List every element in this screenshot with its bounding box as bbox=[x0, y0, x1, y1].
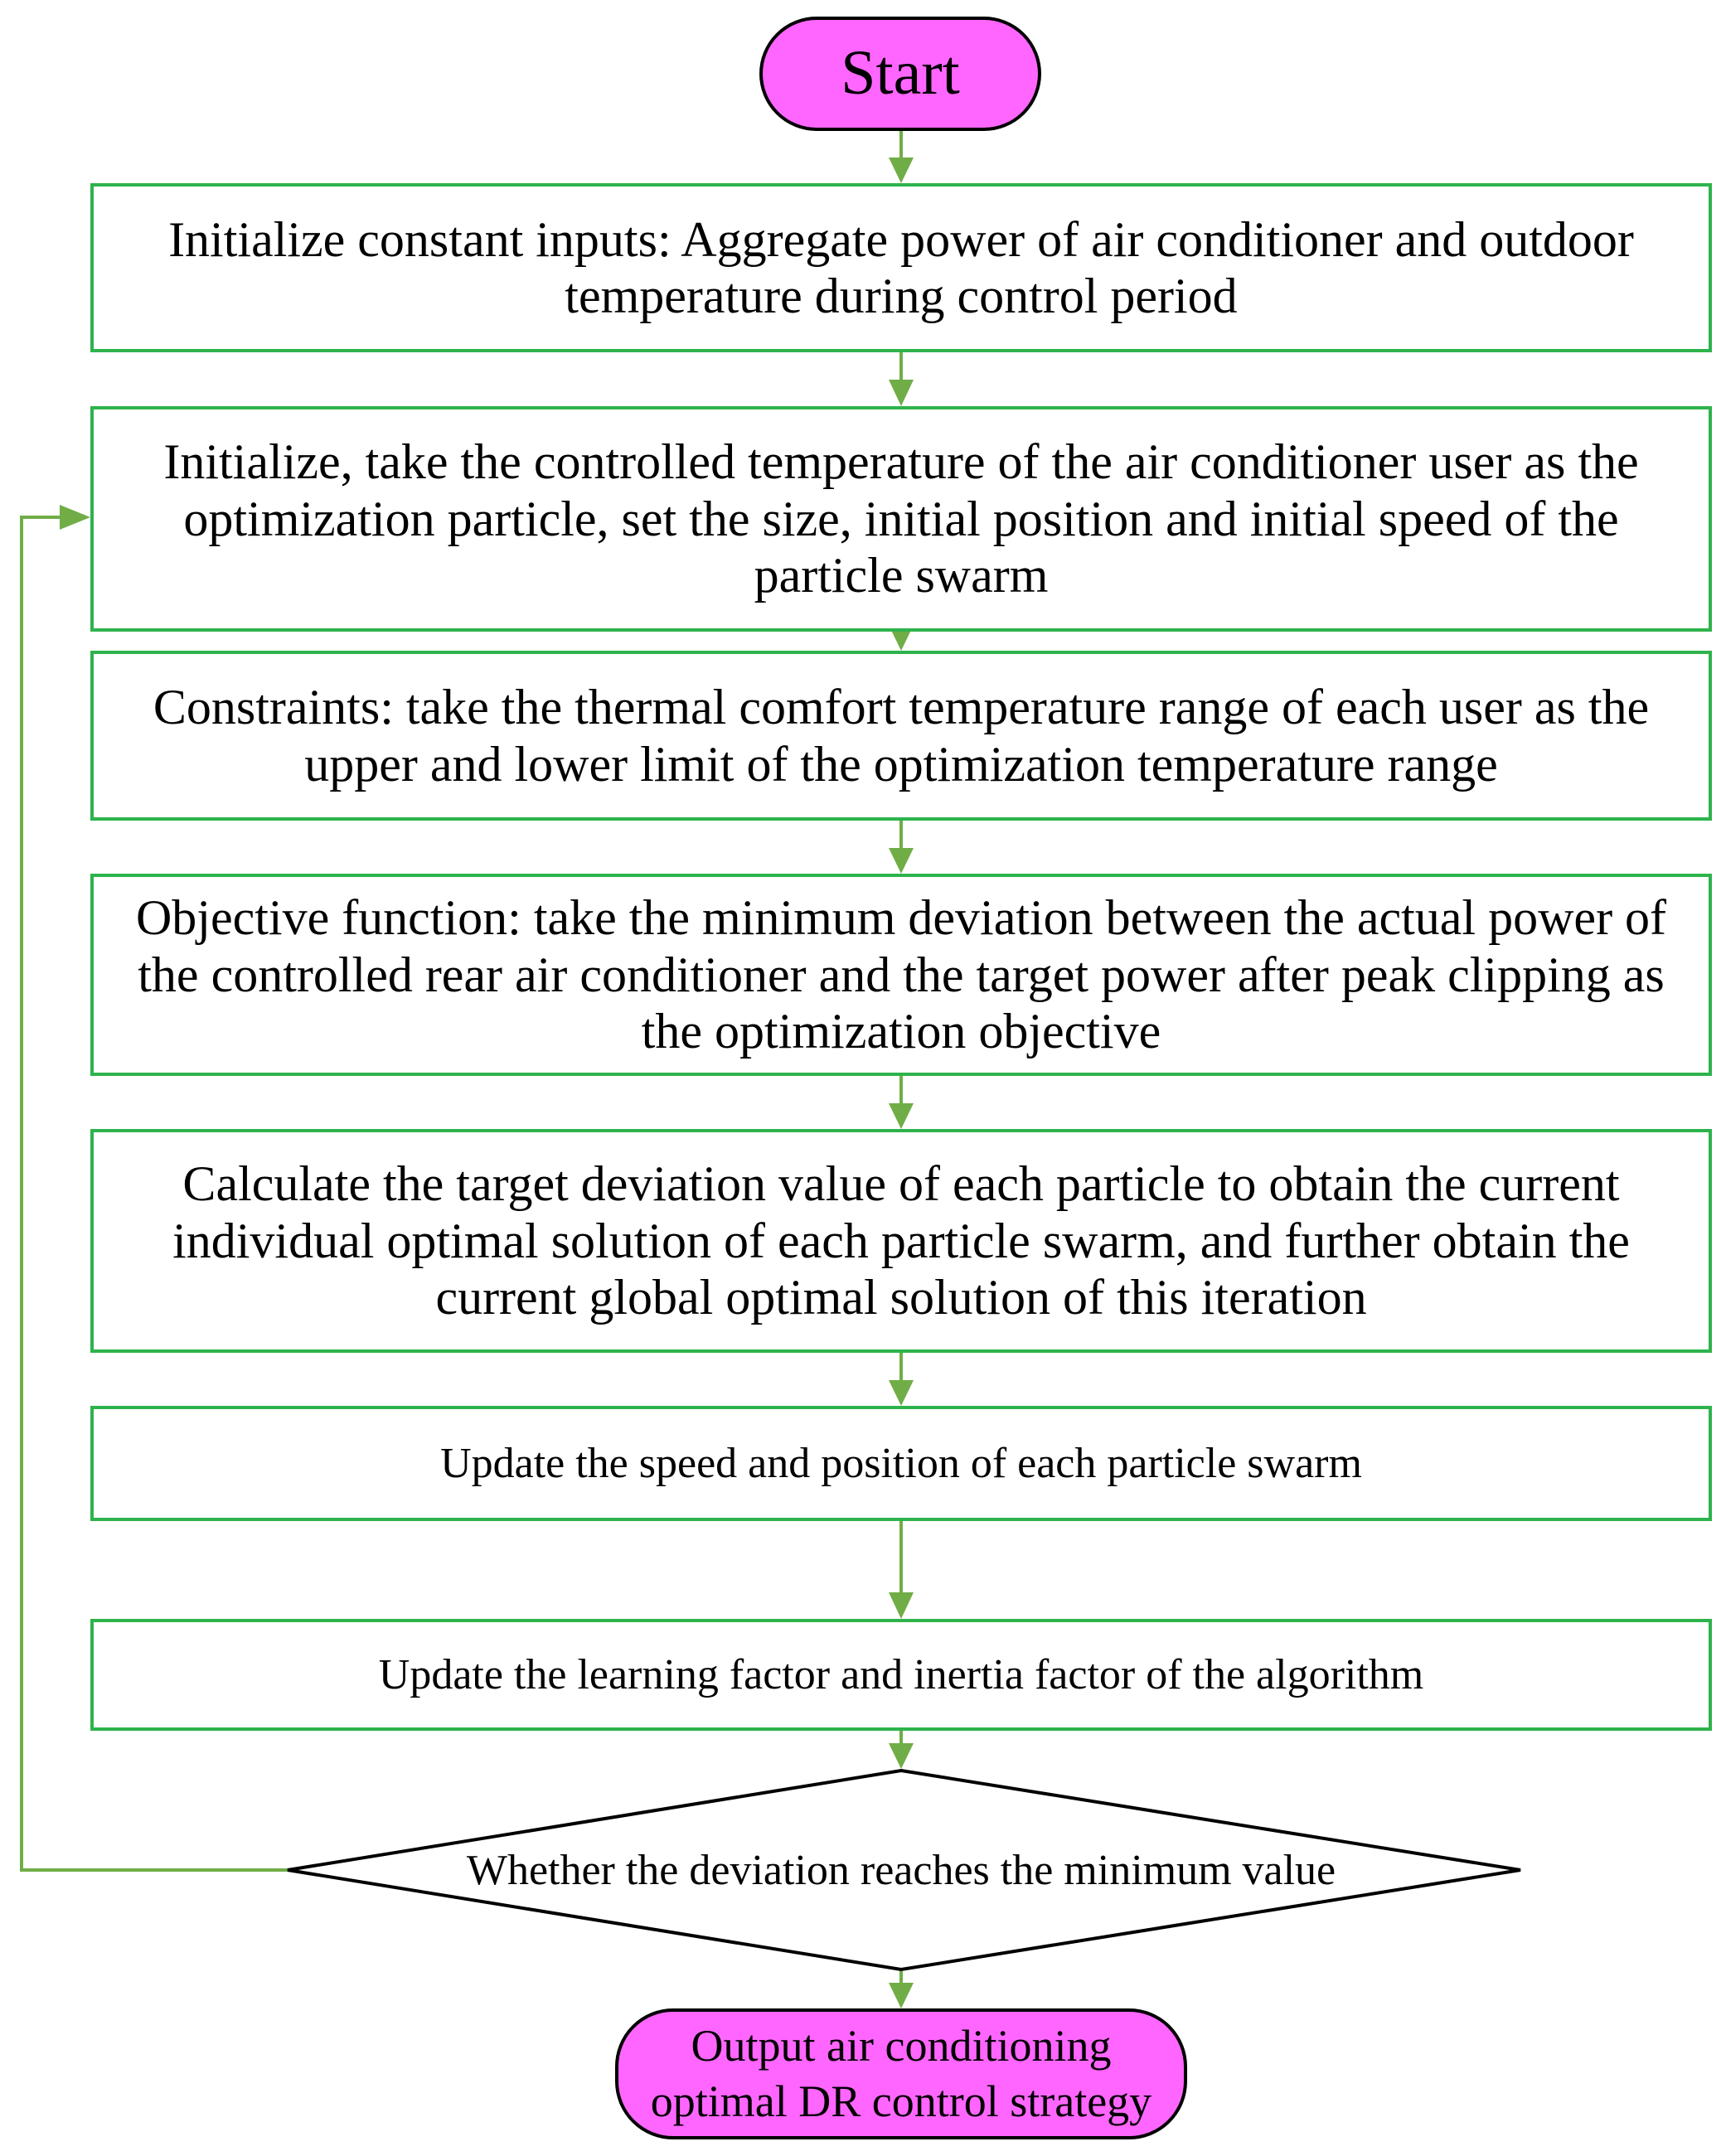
step-4-text: Objective function: take the minimum deviation between the actual power of the controlled rear air conditioner and the target power after peak clipping as the optimization objective bbox=[135, 890, 1667, 1059]
decision-label-box bbox=[371, 1824, 1432, 1916]
decision-text: Whether the deviation reaches the minimum value bbox=[466, 1846, 1336, 1894]
arrow-step1-to-step2 bbox=[889, 351, 914, 406]
arrow-step3-to-step4 bbox=[889, 819, 914, 874]
arrow-step6-to-step7 bbox=[889, 1519, 914, 1619]
step-2-text: Initialize, take the controlled temperature of the air conditioner user as the optimization particle, set the size, initial position and initial speed of the particle swarm bbox=[163, 434, 1639, 603]
step-1-text: Initialize constant inputs: Aggregate power of air conditioner and outdoor temperature during control period bbox=[168, 211, 1634, 323]
start-terminal bbox=[759, 17, 1041, 131]
step-constraints bbox=[90, 651, 1712, 821]
step-update-speed-position bbox=[90, 1406, 1712, 1521]
start-label: Start bbox=[841, 38, 960, 109]
step-calculate-deviation bbox=[90, 1129, 1712, 1353]
step-update-learning-factor bbox=[90, 1619, 1712, 1731]
arrow-step4-to-step5 bbox=[889, 1074, 914, 1129]
step-initialize-constant-inputs bbox=[90, 183, 1712, 352]
step-initialize-particles bbox=[90, 406, 1712, 632]
arrow-step5-to-step6 bbox=[889, 1351, 914, 1406]
step-7-text: Update the learning factor and inertia factor of the algorithm bbox=[378, 1650, 1424, 1698]
step-6-text: Update the speed and position of each particle swarm bbox=[440, 1439, 1362, 1487]
step-3-text: Constraints: take the thermal comfort temperature range of each user as the upper and lower limit of the optimization temperature range bbox=[153, 680, 1650, 792]
step-objective-function bbox=[90, 874, 1712, 1076]
arrow-start-to-step1 bbox=[889, 129, 914, 183]
arrow-step7-to-decision bbox=[889, 1729, 914, 1769]
end-label: Output air conditioning optimal DR control strategy bbox=[650, 2020, 1152, 2126]
arrow-decision-to-end bbox=[889, 1971, 914, 2008]
end-terminal bbox=[615, 2008, 1187, 2139]
step-5-text: Calculate the target deviation value of each particle to obtain the current individual optimal solution of each particle swarm, and further obtain the current global optimal solution of this iteration bbox=[172, 1156, 1630, 1325]
